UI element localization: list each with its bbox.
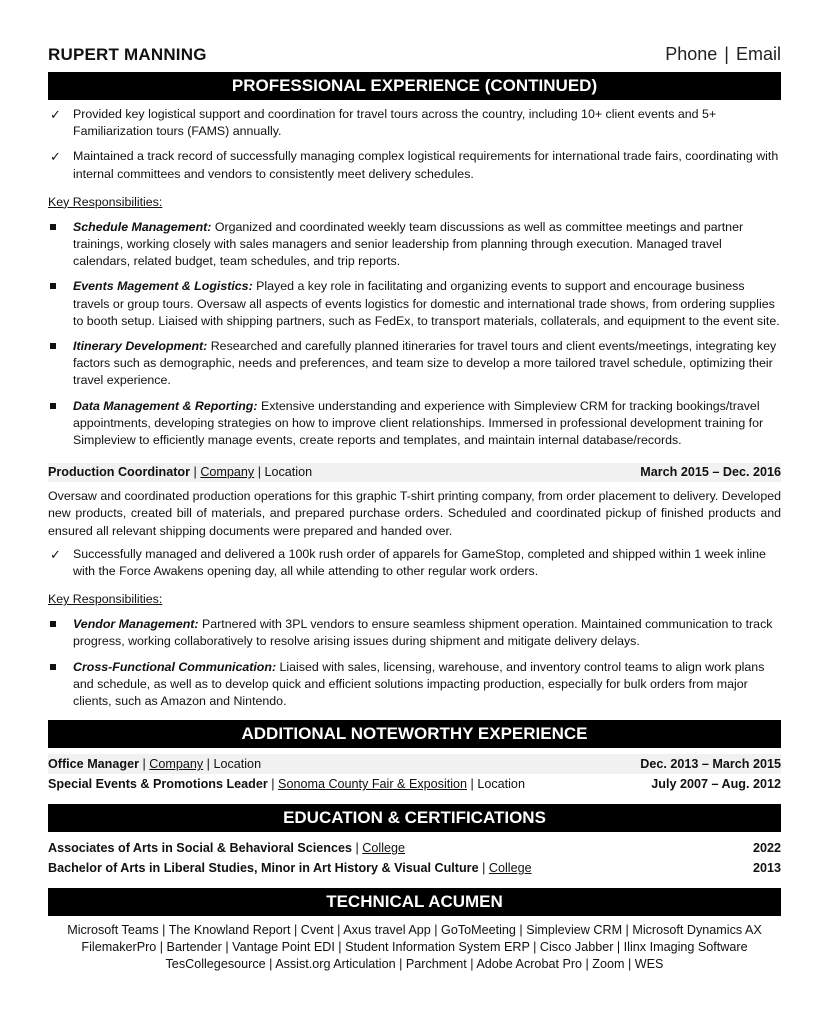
responsibility-item: Events Magement & Logistics: Played a key role in facilitating and organizing events to support and encourage business travels or group tours. Oversaw all aspects of events logistics for domestic and international trade shows, from ordering supplies to booth setup. Liaised with shipping partners, such as FedEx, to transport materials, collaterals, and equipment to the event site. <box>48 278 781 330</box>
key-responsibilities-heading: Key Responsibilities: <box>48 592 163 607</box>
job-role: Special Events & Promotions Leader <box>48 777 268 792</box>
achievement-list <box>48 106 781 183</box>
school-link[interactable]: College <box>362 841 406 856</box>
organization-link[interactable]: Sonoma County Fair & Exposition <box>278 777 468 792</box>
contact-info <box>665 44 781 65</box>
company-link[interactable]: Company <box>200 465 255 480</box>
resume-header <box>48 44 781 72</box>
school-link[interactable]: College <box>488 861 532 876</box>
job-role: Production Coordinator <box>48 465 191 480</box>
responsibility-item: Itinerary Development: Researched and carefully planned itineraries for travel tours and client events/meetings, integrating key factors such as demographic, needs and preferences, and team size to develop a more tailored travel schedule, optimizing their travel experience. <box>48 338 781 390</box>
job-dates: Dec. 2013 – March 2015 <box>640 757 781 772</box>
job-summary: Oversaw and coordinated production operations for this graphic T-shirt printing company, from order placement to delivery. Developed new products, created bill of materials, and prepared purchase orders. Scheduled and coordinated pickup of finished products and ensured all relevant shipping documents were prepared and handed over. <box>48 489 781 538</box>
education-row: Associates of Arts in Social & Behavioral Sciences | College 2022 <box>48 838 781 858</box>
achievement-item: ✓ Successfully managed and delivered a 100k rush order of apparels for GameStop, completed and shipped within 1 week inline with the Force Awakens opening day, all while attending to other regular work orders. <box>50 546 766 579</box>
responsibility-item: Data Management & Reporting: Extensive understanding and experience with Simpleview CRM for tracking bookings/travel appointments, developing strategies on how to improve client relationships. Immersed in professional development training for Simpleview to efficiently manage events, create reports and templates, and maintain internal database/records. <box>48 398 781 450</box>
additional-job-row: Special Events & Promotions Leader | Sonoma County Fair & Exposition | Location July 2007 – Aug. 2012 <box>48 774 781 794</box>
square-bullet-icon <box>50 283 56 289</box>
graduation-year: 2022 <box>752 841 781 856</box>
resume-page <box>48 44 781 973</box>
education-row: Bachelor of Arts in Liberal Studies, Minor in Art History & Visual Culture | College 2013 <box>48 858 781 878</box>
square-bullet-icon <box>50 621 56 627</box>
skills-line: TesCollegesource | Assist.org Articulation | Parchment | Adobe Acrobat Pro | Zoom | WES <box>165 957 664 972</box>
skills-line: Microsoft Teams | The Knowland Report | Cvent | Axus travel App | GoToMeeting | Simpleview CRM | Microsoft Dynamics AX <box>67 923 762 938</box>
responsibility-item: Vendor Management: Partnered with 3PL vendors to ensure seamless shipment operation. Maintained communication to track progress, working collaboratively to resolve arising issues during shipment and mitigate delivery delays. <box>48 616 781 650</box>
company-link[interactable]: Company <box>149 757 204 772</box>
job-location: Location <box>213 757 262 772</box>
skills-line: FilemakerPro | Bartender | Vantage Point EDI | Student Information System ERP | Cisco Jabber | Ilinx Imaging Software <box>81 940 748 955</box>
job-dates: March 2015 – Dec. 2016 <box>640 465 781 480</box>
achievement-item: ✓ Maintained a track record of successfully managing complex logistical requirements for international trade fairs, coordinating with internal committees and vendors to consistently meet delivery schedules. <box>50 149 779 181</box>
degree-name: Bachelor of Arts in Liberal Studies, Minor in Art History & Visual Culture <box>48 861 479 876</box>
square-bullet-icon <box>50 343 56 349</box>
checkmark-icon: ✓ <box>50 149 61 165</box>
checkmark-icon: ✓ <box>50 107 61 122</box>
responsibility-item: Schedule Management: Organized and coordinated weekly team discussions as well as committee meetings and partner trainings, working closely with sales managers and senior leadership from planning through execution. Managed travel calendars, related budget, team schedules, and trip reports. <box>48 219 781 271</box>
section-title-technical-acumen: TECHNICAL ACUMEN <box>48 888 781 916</box>
checkmark-icon: ✓ <box>50 546 61 562</box>
square-bullet-icon <box>50 403 56 409</box>
responsibility-list <box>48 219 781 449</box>
job-location: Location <box>264 465 313 480</box>
section-title-additional-experience: ADDITIONAL NOTEWORTHY EXPERIENCE <box>48 720 781 748</box>
square-bullet-icon <box>50 664 56 670</box>
key-responsibilities-heading: Key Responsibilities: <box>48 194 163 209</box>
degree-name: Associates of Arts in Social & Behavioral Sciences <box>48 841 353 856</box>
email-label: Email <box>735 44 781 64</box>
job-location: Location <box>477 777 525 792</box>
contact-separator: | <box>724 44 729 64</box>
responsibility-list <box>48 616 781 710</box>
responsibility-item: Cross-Functional Communication: Liaised with sales, licensing, warehouse, and inventory control teams to align work plans and schedule, as well as to develop quick and efficient solutions impacting production, especially for bulk orders from major clients, such as Amazon and Nintendo. <box>48 659 781 711</box>
achievement-list <box>48 546 781 580</box>
additional-job-row: Office Manager | Company | Location Dec. 2013 – March 2015 <box>48 754 781 774</box>
phone-label: Phone <box>665 44 718 64</box>
section-title-education: EDUCATION & CERTIFICATIONS <box>48 804 781 832</box>
square-bullet-icon <box>50 224 56 230</box>
candidate-name: RUPERT MANNING <box>48 45 207 64</box>
technical-skills <box>48 922 781 973</box>
graduation-year: 2013 <box>752 861 781 876</box>
achievement-item: ✓ Provided key logistical support and coordination for travel tours across the country, including 10+ client events and 5+ Familiarization tours (FAMS) annually. <box>50 107 717 139</box>
job-heading-production-coordinator: Production Coordinator | Company | Location March 2015 – Dec. 2016 <box>48 463 781 482</box>
section-title-professional-experience: PROFESSIONAL EXPERIENCE (CONTINUED) <box>48 72 781 100</box>
job-dates: July 2007 – Aug. 2012 <box>651 777 781 792</box>
job-role: Office Manager <box>48 757 139 772</box>
